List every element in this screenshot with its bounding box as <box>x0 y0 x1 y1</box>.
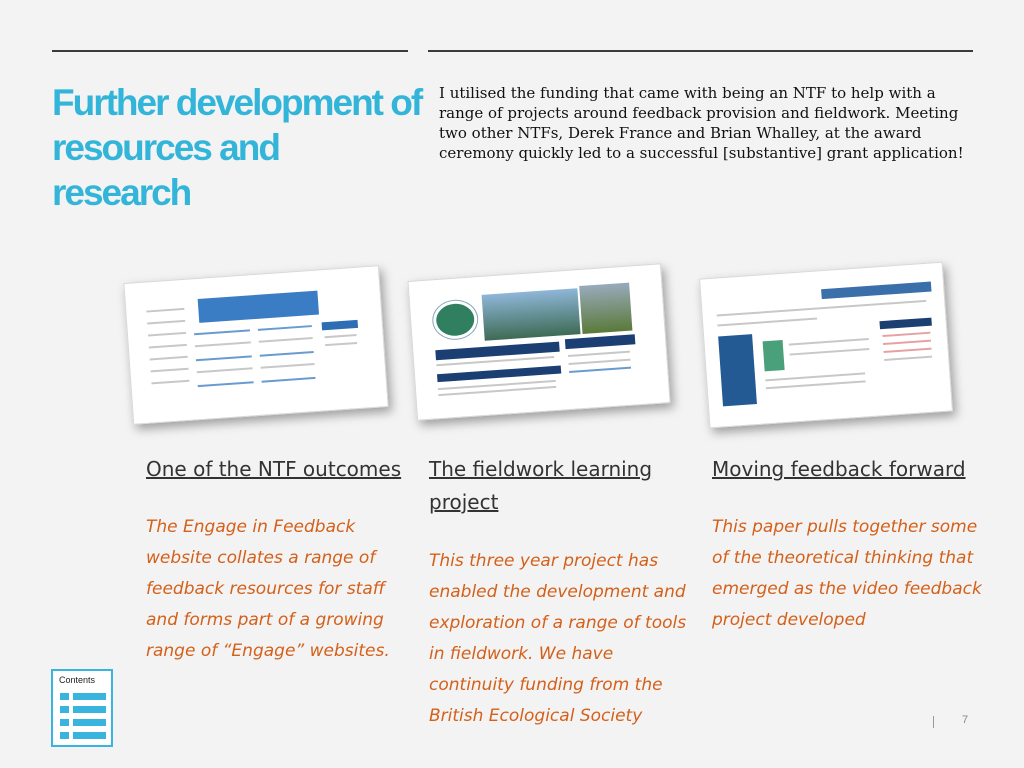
column-1-heading[interactable]: One of the NTF outcomes <box>146 457 402 481</box>
page-number: 7 <box>962 714 969 726</box>
column-3-heading[interactable]: Moving feedback forward <box>712 457 966 481</box>
engage-feedback-screenshot <box>123 265 388 425</box>
list-icon <box>60 693 106 741</box>
contents-button[interactable] <box>51 669 113 747</box>
column-2-heading[interactable]: The fieldwork learning project <box>429 457 653 514</box>
slide-title: Further development of resources and research <box>52 82 422 213</box>
top-rule-right <box>428 50 973 52</box>
contents-label: Contents <box>59 675 96 685</box>
column-2-body: This three year project has enabled the development and exploration of a range of tools in fieldwork. We have continuity funding from the British Ecological Society <box>429 551 687 726</box>
intro-text: I utilised the funding that came with being an NTF to help with a range of projects around feedback provision and fieldwork. Meeting two other NTFs, Derek France and Brian Whalley, at the award ceremony quickly led to a successful [substantive] grant application! <box>439 84 964 162</box>
top-rule-left <box>52 50 408 52</box>
fieldwork-learning-screenshot <box>407 263 670 420</box>
column-1-body: The Engage in Feedback website collates a range of feedback resources for staff and forms part of a growing range of “Engage” websites. <box>146 517 390 661</box>
moving-feedback-screenshot <box>699 262 953 429</box>
column-3-body: This paper pulls together some of the theoretical thinking that emerged as the video feedback project developed <box>712 517 982 630</box>
page-number-divider <box>933 716 934 728</box>
